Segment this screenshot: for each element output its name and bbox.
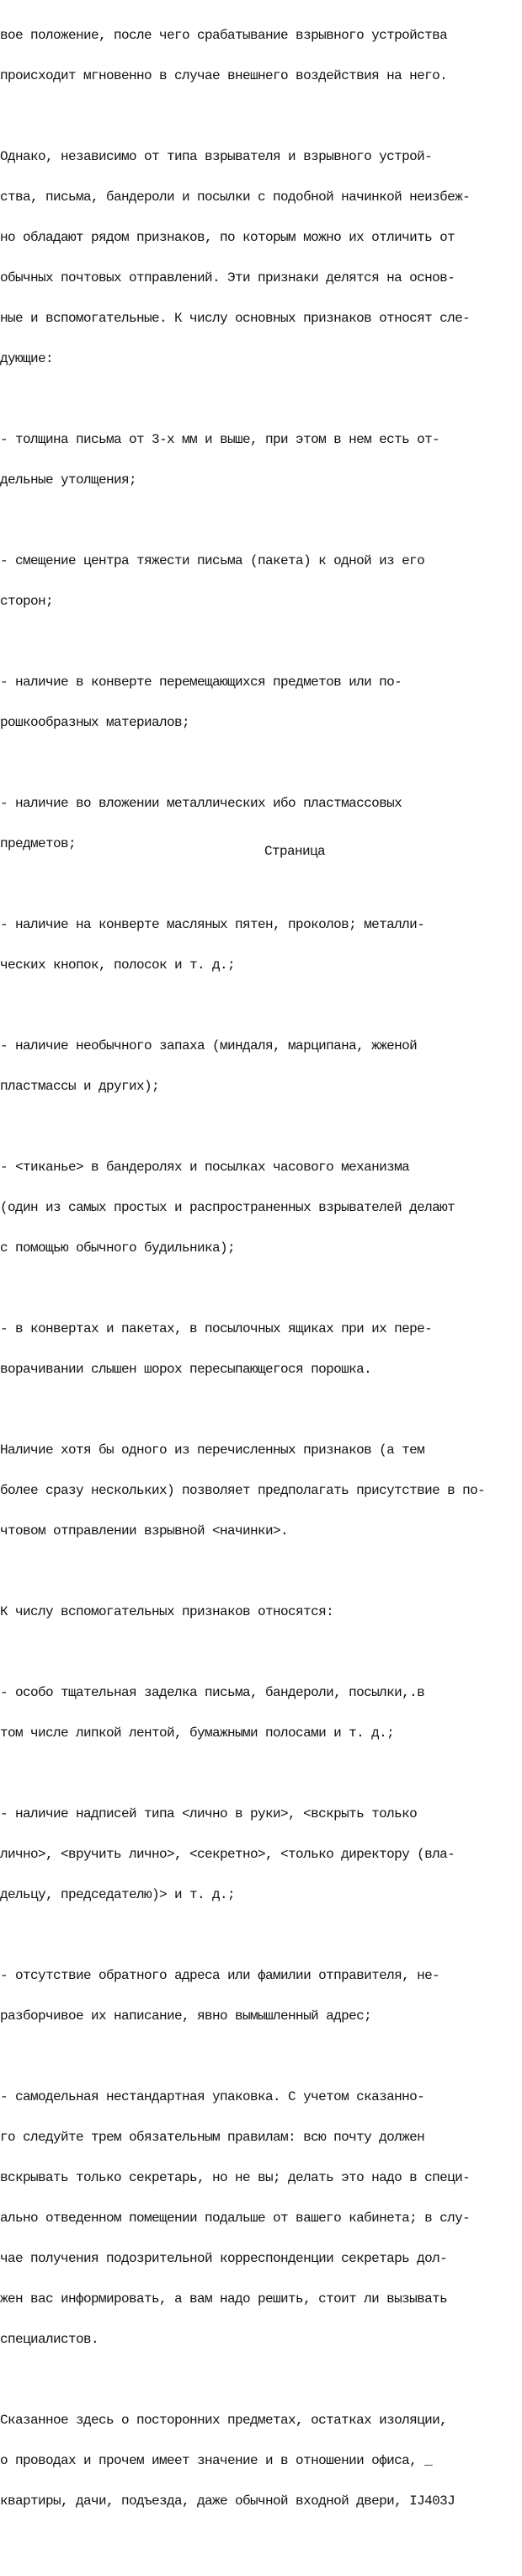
text-line: - особо тщательная заделка письма, бандероли, посылки,.в: [0, 1685, 425, 1700]
text-line: ческих кнопок, полосок и т. д.;: [0, 957, 236, 973]
text-line: предметов;: [0, 836, 77, 851]
text-line: ства, письма, бандероли и посылки с подобной начинкой неизбеж-: [0, 189, 471, 205]
text-line: К числу вспомогательных признаков относятся:: [0, 1604, 334, 1619]
text-line: вскрывать только секретарь, но не вы; делать это надо в специ-: [0, 2170, 471, 2185]
text-line: - наличие на конверте масляных пятен, проколов; металли-: [0, 917, 425, 932]
text-line: [0, 2373, 522, 2387]
text-line: [0, 1645, 522, 1659]
text-line: обычных почтовых отправлений. Эти признаки делятся на основ-: [0, 270, 455, 285]
text-line: лично>, <вручить лично>, <секретно>, <только директору (вла-: [0, 1847, 455, 1862]
text-line: [0, 514, 522, 527]
text-line: с помощью обычного будильника);: [0, 1240, 236, 1256]
text-line: [0, 999, 522, 1012]
text-line: дельцу, председателю)> и т. д.;: [0, 1887, 236, 1902]
text-line: - самодельная нестандартная упаковка. С учетом сказанно-: [0, 2089, 425, 2104]
text-line: - толщина письма от 3-х мм и выше, при этом в нем есть от-: [0, 432, 440, 447]
text-line: специалистов.: [0, 2332, 99, 2347]
text-line: сторон;: [0, 594, 54, 609]
text-line: но обладают рядом признаков, по которым можно их отличить от: [0, 230, 455, 245]
text-line: чтовом отправлении взрывной <начинки>.: [0, 1523, 289, 1539]
text-line: рошкообразных материалов;: [0, 715, 190, 730]
text-line: - отсутствие обратного адреса или фамилии отправителя, не-: [0, 1968, 440, 1983]
text-line: более сразу нескольких) позволяет предполагать присутствие в по-: [0, 1483, 486, 1498]
text-line: [0, 1282, 522, 1295]
text-line: о проводах и прочем имеет значение и в отношении офиса, _: [0, 2453, 433, 2468]
text-line: [0, 756, 522, 770]
text-line: ные и вспомогательные. К числу основных признаков относят сле-: [0, 311, 471, 326]
text-line: Сказанное здесь о посторонних предметах, остатках изоляции,: [0, 2413, 448, 2428]
page-footer-label: Страница: [264, 844, 325, 859]
text-line: ворачивании слышен шорох пересыпающегося порошка.: [0, 1362, 372, 1377]
text-line: [0, 1120, 522, 1133]
text-line: разборчивое их написание, явно вымышленный адрес;: [0, 2008, 372, 2024]
text-line: ально отведенном помещении подальше от вашего кабинета; в слу-: [0, 2211, 471, 2226]
text-line: го следуйте трем обязательным правилам: всю почту должен: [0, 2130, 425, 2145]
text-line: - наличие в конверте перемещающихся предметов или по-: [0, 675, 402, 690]
text-line: пластмассы и других);: [0, 1079, 160, 1094]
text-line: [0, 1403, 522, 1416]
text-line: том числе липкой лентой, бумажными полосами и т. д.;: [0, 1725, 395, 1741]
text-line: [0, 109, 522, 123]
text-line: [0, 2050, 522, 2063]
text-line: [0, 1565, 522, 1578]
text-line: [0, 1928, 522, 1942]
text-line: дельные утолщения;: [0, 472, 137, 488]
text-line: [0, 635, 522, 648]
text-line: квартиры, дачи, подъезда, даже обычной входной двери, IJ403J: [0, 2493, 455, 2509]
text-line: - в конвертах и пакетах, в посылочных ящиках при их пере-: [0, 1321, 433, 1336]
text-line: жен вас информировать, а вам надо решить, стоит ли вызывать: [0, 2291, 448, 2307]
text-line: Наличие хотя бы одного из перечисленных признаков (а тем: [0, 1443, 425, 1458]
text-line: - наличие надписей типа <лично в руки>, <вскрыть только: [0, 1806, 418, 1821]
text-line: Однако, независимо от типа взрывателя и взрывного устрой-: [0, 149, 433, 164]
text-line: происходит мгновенно в случае внешнего воздействия на него.: [0, 68, 448, 83]
text-line: [0, 877, 522, 891]
text-line: чае получения подозрительной корреспонденции секретарь дол-: [0, 2251, 448, 2266]
text-line: - <тиканье> в бандеролях и посылках часового механизма: [0, 1160, 410, 1175]
text-line: [0, 392, 522, 406]
document-body: [0, 2, 522, 2575]
text-line: (один из самых простых и распространенных взрывателей делают: [0, 1200, 455, 1215]
text-line: [0, 1767, 522, 1780]
text-line: - наличие во вложении металлических ибо пластмассовых: [0, 796, 402, 811]
text-line: вое положение, после чего срабатывание взрывного устройства: [0, 28, 448, 43]
text-line: дующие:: [0, 351, 54, 366]
text-line: [0, 2535, 522, 2548]
text-line: - наличие необычного запаха (миндаля, марципана, жженой: [0, 1038, 418, 1053]
text-line: - смещение центра тяжести письма (пакета) к одной из его: [0, 553, 425, 568]
